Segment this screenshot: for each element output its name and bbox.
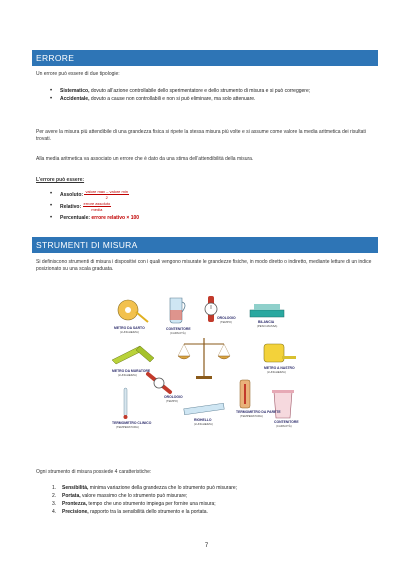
measuring-instruments-illustration xyxy=(104,292,310,438)
wristwatch-icon xyxy=(148,374,170,392)
tape-reel-icon xyxy=(264,344,296,362)
list-item: 3. Prontezza, tempo che uno strumento impiega per fornire una misura; xyxy=(52,501,216,507)
error-types-heading: L’errore può essere: xyxy=(36,177,85,183)
section-heading-text: STRUMENTI DI MISURA xyxy=(36,240,138,250)
strumenti-intro: Si definiscono strumenti di misura i dispositivi con i quali vengono misurate le grandezze fisiche, in modo diretto o indiretto, mediante letture di un indice posizionato su una scala graduata. xyxy=(36,259,372,272)
formula-percentuale: errore relativo × 100 xyxy=(91,215,140,221)
illustration-label: TERMOMETRO DA PARETE xyxy=(236,410,281,414)
illustration-label: BILANCIA xyxy=(258,320,275,324)
illustration-sublabel: (CAPACITÀ) xyxy=(276,424,292,428)
section-heading-errore xyxy=(32,50,378,66)
list-item: • Accidentale, dovuto a cause non controllabili e non si può eliminare, ma solo attenuare. xyxy=(50,96,375,103)
illustration-sublabel: (TEMPERATURA) xyxy=(116,425,139,429)
list-item: • Assoluto: $\frac{\text{valore max – valore min}}{2}$ xyxy=(50,189,375,200)
illustration-label: CONTENITORE xyxy=(166,327,191,331)
list-item: 4. Precisione, rapporto tra la sensibilità dello strumento e la portata. xyxy=(52,509,208,515)
errore-intro: Un errore può essere di due tipologie: xyxy=(36,71,120,77)
illustration-sublabel: (LUNGHEZZA) xyxy=(267,370,286,374)
illustration-label: OROLOGIO xyxy=(217,316,236,320)
section-heading-strumenti xyxy=(32,237,378,253)
list-item: • Relativo: $\frac{\text{errore assoluto}}{\text{media}}$ xyxy=(50,201,375,212)
illustration-sublabel: (LUNGHEZZA) xyxy=(120,330,139,334)
list-item: • Percentuale: errore relativo × 100 xyxy=(50,213,375,223)
illustration-label: TERMOMETRO CLINICO xyxy=(112,421,152,425)
illustration-sublabel: (TEMPO) xyxy=(220,320,232,324)
illustration-label: CONTENITORE xyxy=(274,420,299,424)
wristwatch-icon xyxy=(205,296,217,322)
illustration-label: METRO A NASTRO xyxy=(264,366,295,370)
list-item: 2. Portata, valore massimo che lo strumento può misurare; xyxy=(52,493,188,499)
formula-relativo: $\frac{\text{errore assoluto}}{\text{media}}$ xyxy=(83,201,111,212)
scale-icon xyxy=(250,304,284,317)
tape-measure-icon xyxy=(118,300,148,322)
features-intro: Ogni strumento di misura possiede 4 caratteristiche: xyxy=(36,469,152,475)
paragraph-errore: Alla media aritmetica va associato un errore che è dato da una stima dell’attendibilità della misura. xyxy=(36,156,254,162)
page-number: 7 xyxy=(204,543,209,549)
list-item: • Sistematico, dovuto all’azione controllabile dello sperimentatore e dello strumento di misura e si può correggere; xyxy=(50,88,375,95)
wall-thermometer-icon xyxy=(240,380,250,408)
illustration-sublabel: (LUNGHEZZA) xyxy=(194,422,213,426)
list-item: 1. Sensibilità, minima variazione della grandezza che lo strumento può misurare; xyxy=(52,485,238,491)
measuring-jug-icon xyxy=(170,298,185,323)
illustration-label: METRO DA MURATORE xyxy=(112,369,151,373)
illustration-label: OROLOGIO xyxy=(164,395,183,399)
ruler-icon xyxy=(184,403,224,415)
balance-scale-icon xyxy=(178,338,230,379)
section-heading-text: ERRORE xyxy=(36,53,75,63)
features-list xyxy=(52,484,377,516)
formula-assoluto: $\frac{\text{valore max – valore min}}{2}$ xyxy=(85,189,128,200)
illustration-sublabel: (TEMPERATURA) xyxy=(240,414,263,418)
illustration-sublabel: (TEMPO) xyxy=(166,399,178,403)
illustration-label: RIGHELLO xyxy=(194,418,212,422)
illustration-sublabel: (PESO-MASSA) xyxy=(257,324,278,328)
illustration-sublabel: (CAPACITÀ) xyxy=(170,331,186,335)
error-kinds-list xyxy=(50,88,375,104)
illustration-label: METRO DA SARTO xyxy=(114,326,145,330)
error-types-list xyxy=(50,189,375,224)
illustration-sublabel: (LUNGHEZZA) xyxy=(118,373,137,377)
folding-ruler-icon xyxy=(112,346,154,364)
clinical-thermometer-icon xyxy=(124,388,128,419)
paragraph-media: Per avere la misura più attendibile di una grandezza fisica si ripete la stessa misura più volte e si assume come valore la media aritmetica dei risultati trovati. xyxy=(36,129,366,142)
